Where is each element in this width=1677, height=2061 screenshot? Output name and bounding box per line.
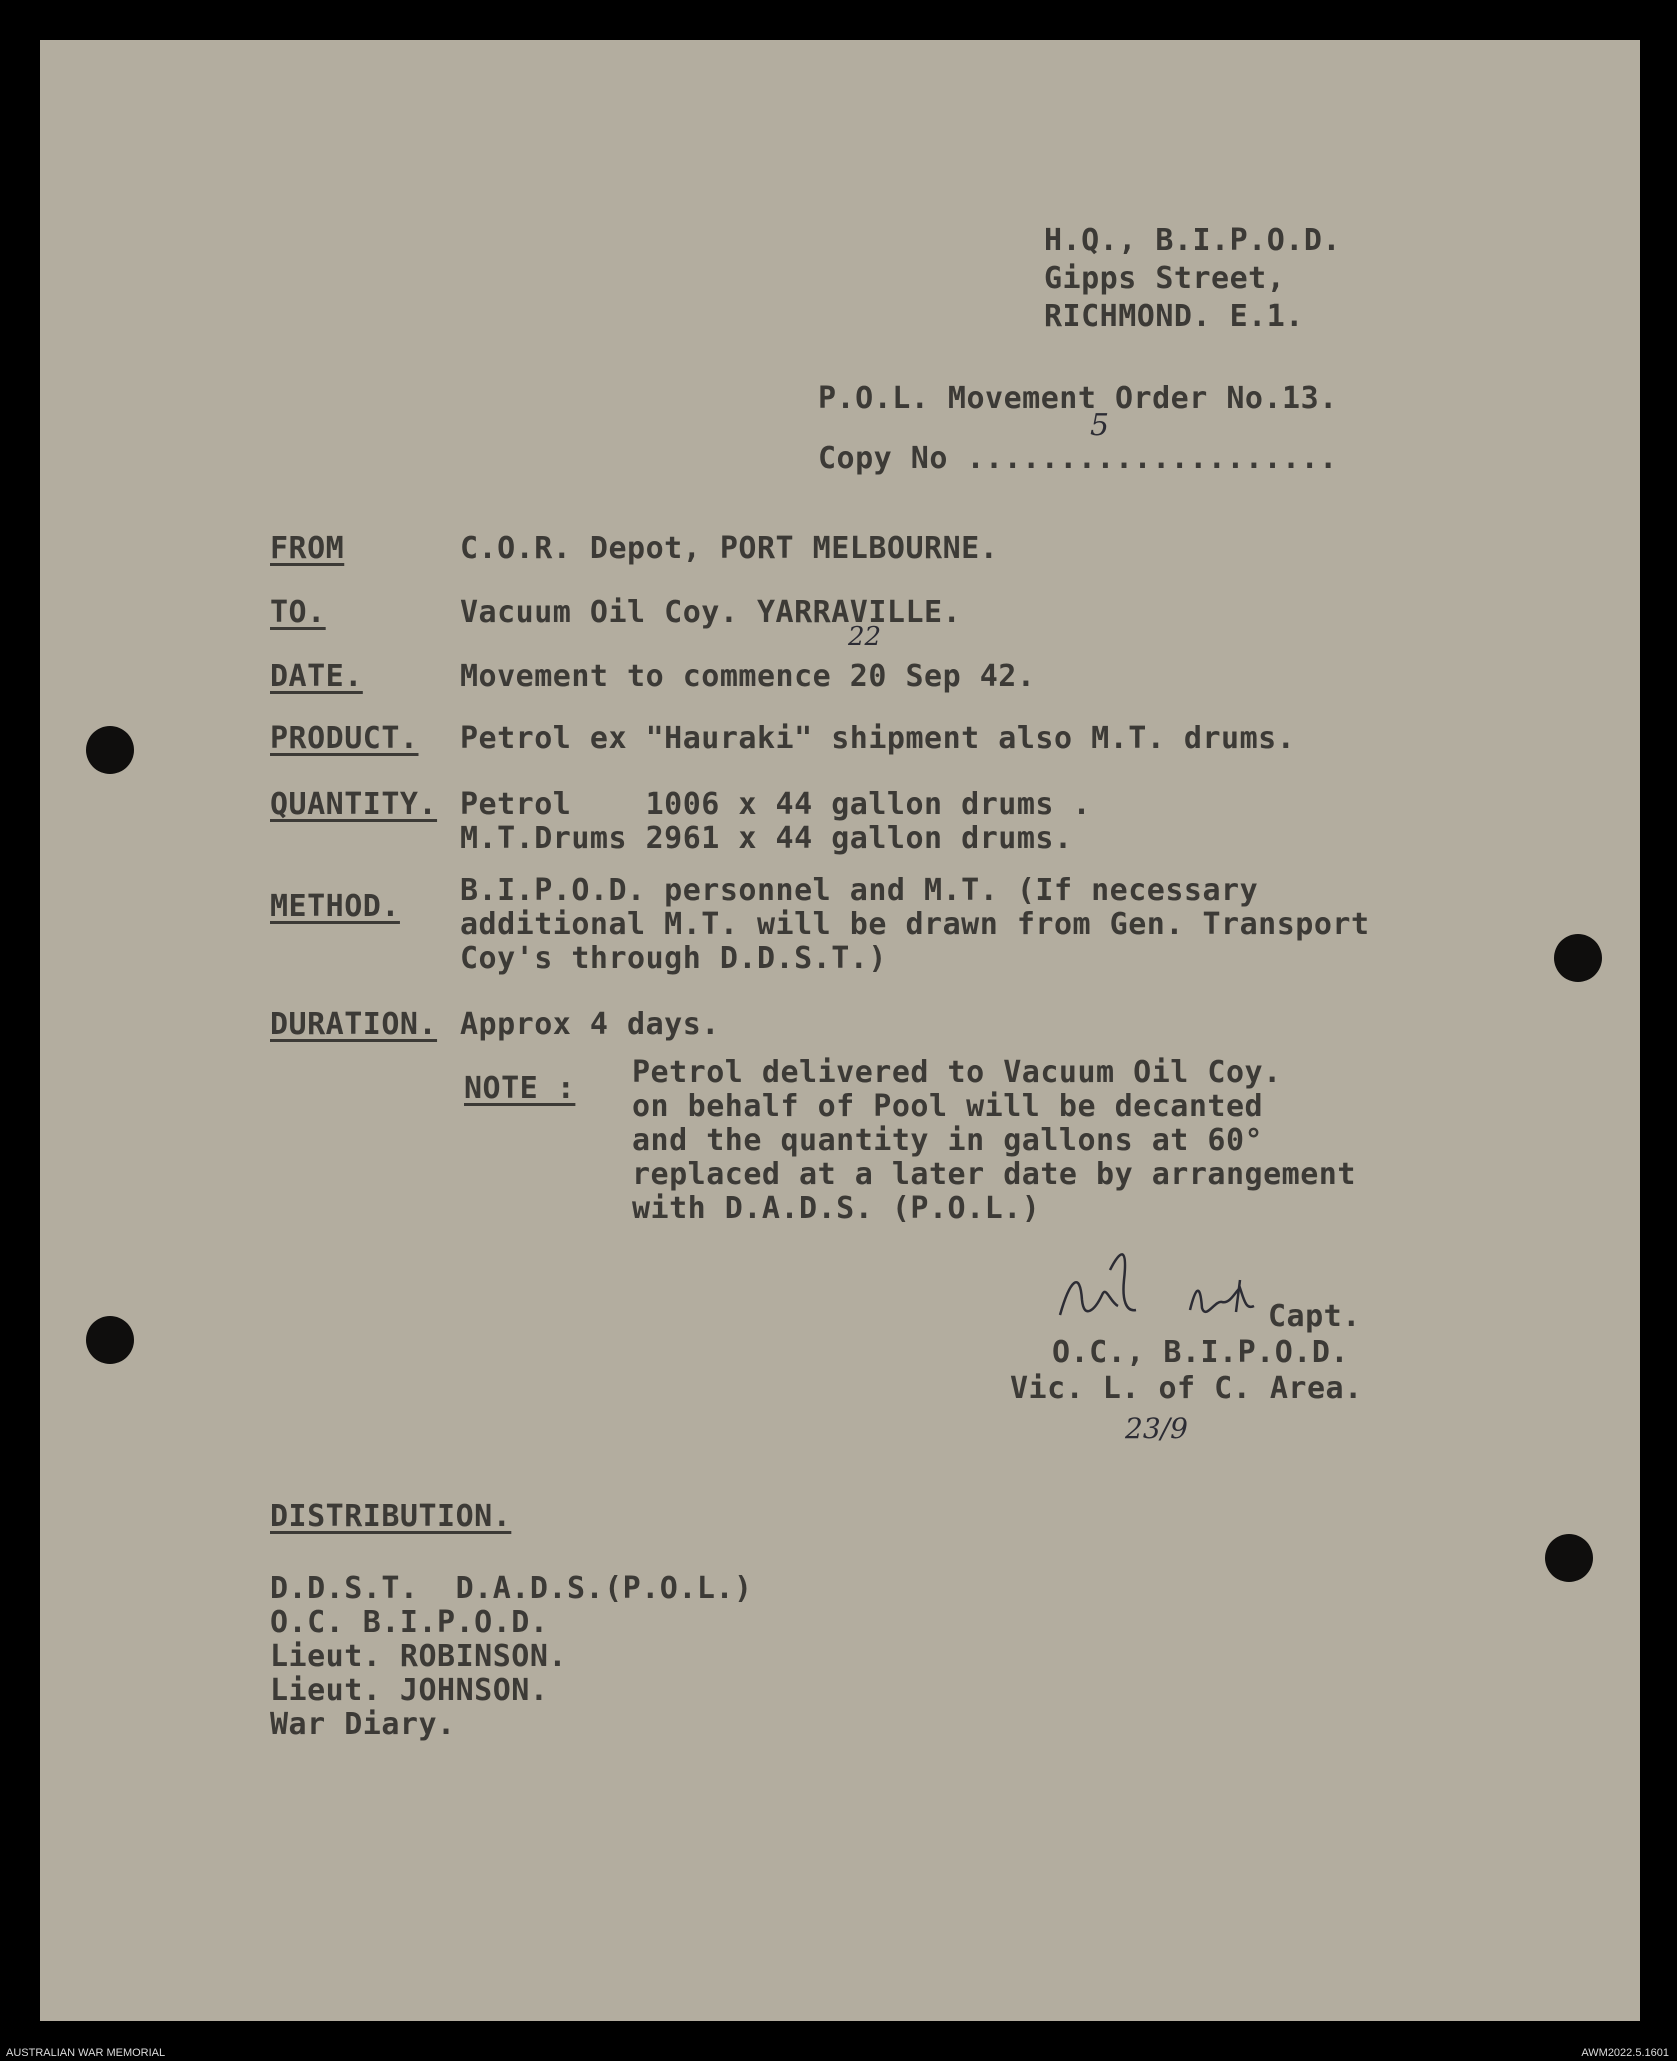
punch-hole	[86, 1316, 134, 1364]
field-label-to: TO.	[270, 595, 326, 630]
field-value-quantity-line: Petrol 1006 x 44 gallon drums .	[460, 787, 1092, 822]
copy-number-handwritten: 5	[1090, 408, 1110, 443]
field-value-product: Petrol ex "Hauraki" shipment also M.T. drums.	[460, 721, 1296, 756]
field-label-method: METHOD.	[270, 889, 400, 924]
distribution-line: Lieut. ROBINSON.	[270, 1639, 567, 1674]
punch-hole	[86, 726, 134, 774]
distribution-label: DISTRIBUTION.	[270, 1499, 512, 1534]
field-label-quantity: QUANTITY.	[270, 787, 438, 822]
field-value-method-line: B.I.P.O.D. personnel and M.T. (If necessary	[460, 873, 1259, 908]
address-line: RICHMOND. E.1.	[1044, 299, 1304, 334]
field-value-from: C.O.R. Depot, PORT MELBOURNE.	[460, 531, 999, 566]
field-value-date: Movement to commence 20 Sep 42.	[460, 659, 1036, 694]
address-line: H.Q., B.I.P.O.D.	[1044, 223, 1341, 258]
date-handwritten-correction: 22	[848, 622, 882, 652]
note-line: on behalf of Pool will be decanted	[632, 1089, 1264, 1124]
signature-rank: Capt.	[1268, 1299, 1361, 1334]
field-label-duration: DURATION.	[270, 1007, 438, 1042]
distribution-line: O.C. B.I.P.O.D.	[270, 1605, 549, 1640]
note-line: replaced at a later date by arrangement	[632, 1157, 1356, 1192]
document-page	[40, 40, 1640, 2021]
note-line: Petrol delivered to Vacuum Oil Coy.	[632, 1055, 1282, 1090]
field-value-method-line: Coy's through D.D.S.T.)	[460, 941, 887, 976]
note-line: with D.A.D.S. (P.O.L.)	[632, 1191, 1041, 1226]
footer-source: AUSTRALIAN WAR MEMORIAL	[6, 2047, 166, 2059]
copy-number-line: Copy No ....................	[818, 441, 1338, 476]
signature-area: Vic. L. of C. Area.	[1010, 1371, 1363, 1406]
field-label-product: PRODUCT.	[270, 721, 419, 756]
distribution-line: Lieut. JOHNSON.	[270, 1673, 549, 1708]
field-value-duration: Approx 4 days.	[460, 1007, 720, 1042]
field-value-to: Vacuum Oil Coy. YARRAVILLE.	[460, 595, 962, 630]
footer-accession: AWM2022.5.1601	[1581, 2047, 1669, 2059]
note-label: NOTE :	[464, 1071, 576, 1106]
signature-title: O.C., B.I.P.O.D.	[1052, 1335, 1349, 1370]
punch-hole	[1554, 934, 1602, 982]
field-value-method-line: additional M.T. will be drawn from Gen. Transport	[460, 907, 1370, 942]
field-label-from: FROM	[270, 531, 345, 566]
order-title: P.O.L. Movement Order No.13.	[818, 381, 1338, 416]
distribution-line: D.D.S.T. D.A.D.S.(P.O.L.)	[270, 1571, 753, 1606]
address-line: Gipps Street,	[1044, 261, 1286, 296]
distribution-line: War Diary.	[270, 1707, 456, 1742]
field-label-date: DATE.	[270, 659, 363, 694]
note-line: and the quantity in gallons at 60°	[632, 1123, 1264, 1158]
field-value-quantity-line: M.T.Drums 2961 x 44 gallon drums.	[460, 821, 1073, 856]
punch-hole	[1545, 1534, 1593, 1582]
signature-handwritten-date: 23/9	[1125, 1412, 1188, 1445]
